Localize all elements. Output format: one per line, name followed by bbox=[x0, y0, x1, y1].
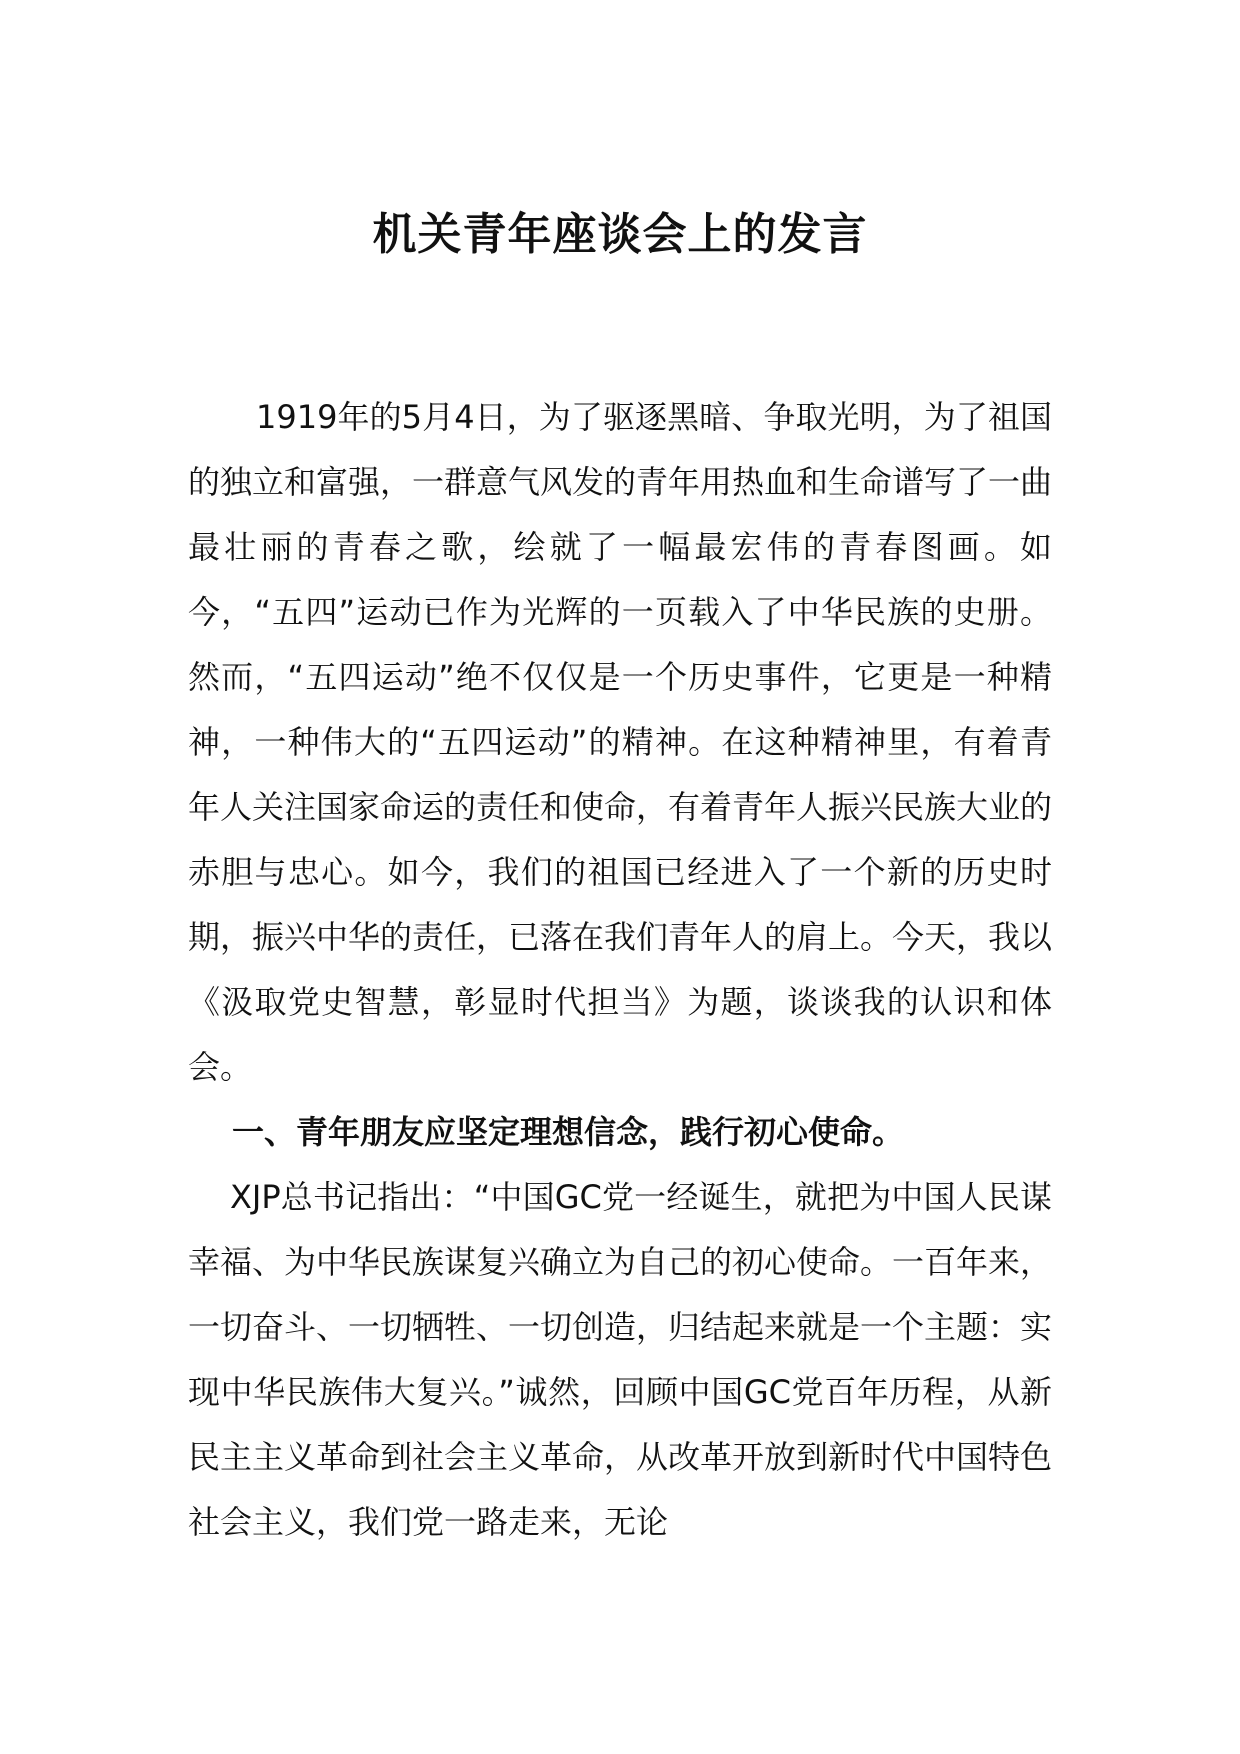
section-heading: 一、青年朋友应坚定理想信念，践行初心使命。 bbox=[232, 1113, 905, 1151]
body-paragraph: XJP总书记指出：“中国GC党一经诞生，就把为中国人民谋幸福、为中华民族谋复兴确立为自己的初心使命。一百年来，一切奋斗、一切牺牲、一切创造，归结起来就是一个主题：实现中华民族伟大复兴。”诚然，回顾中国GC党百年历程，从新民主主义革命到社会主义革命，从改革开放到新时代中国特色社会主义，我们党一路走来，无论 bbox=[188, 1178, 1053, 1541]
document-title: 机关青年座谈会上的发言 bbox=[372, 209, 868, 260]
intro-paragraph: 1919年的5月4日，为了驱逐黑暗、争取光明，为了祖国的独立和富强，一群意气风发的青年用热血和生命谱写了一曲最壮丽的青春之歌，绘就了一幅最宏伟的青春图画。如今，“五四”运动已作为光辉的一页载入了中华民族的史册。然而，“五四运动”绝不仅仅是一个历史事件，它更是一种精神，一种伟大的“五四运动”的精神。在这种精神里，有着青年人关注国家命运的责任和使命，有着青年人振兴民族大业的赤胆与忠心。如今，我们的祖国已经进入了一个新的历史时期，振兴中华的责任，已落在我们青年人的肩上。今天，我以《汲取党史智慧，彰显时代担当》为题，谈谈我的认识和体会。 bbox=[188, 398, 1053, 1086]
